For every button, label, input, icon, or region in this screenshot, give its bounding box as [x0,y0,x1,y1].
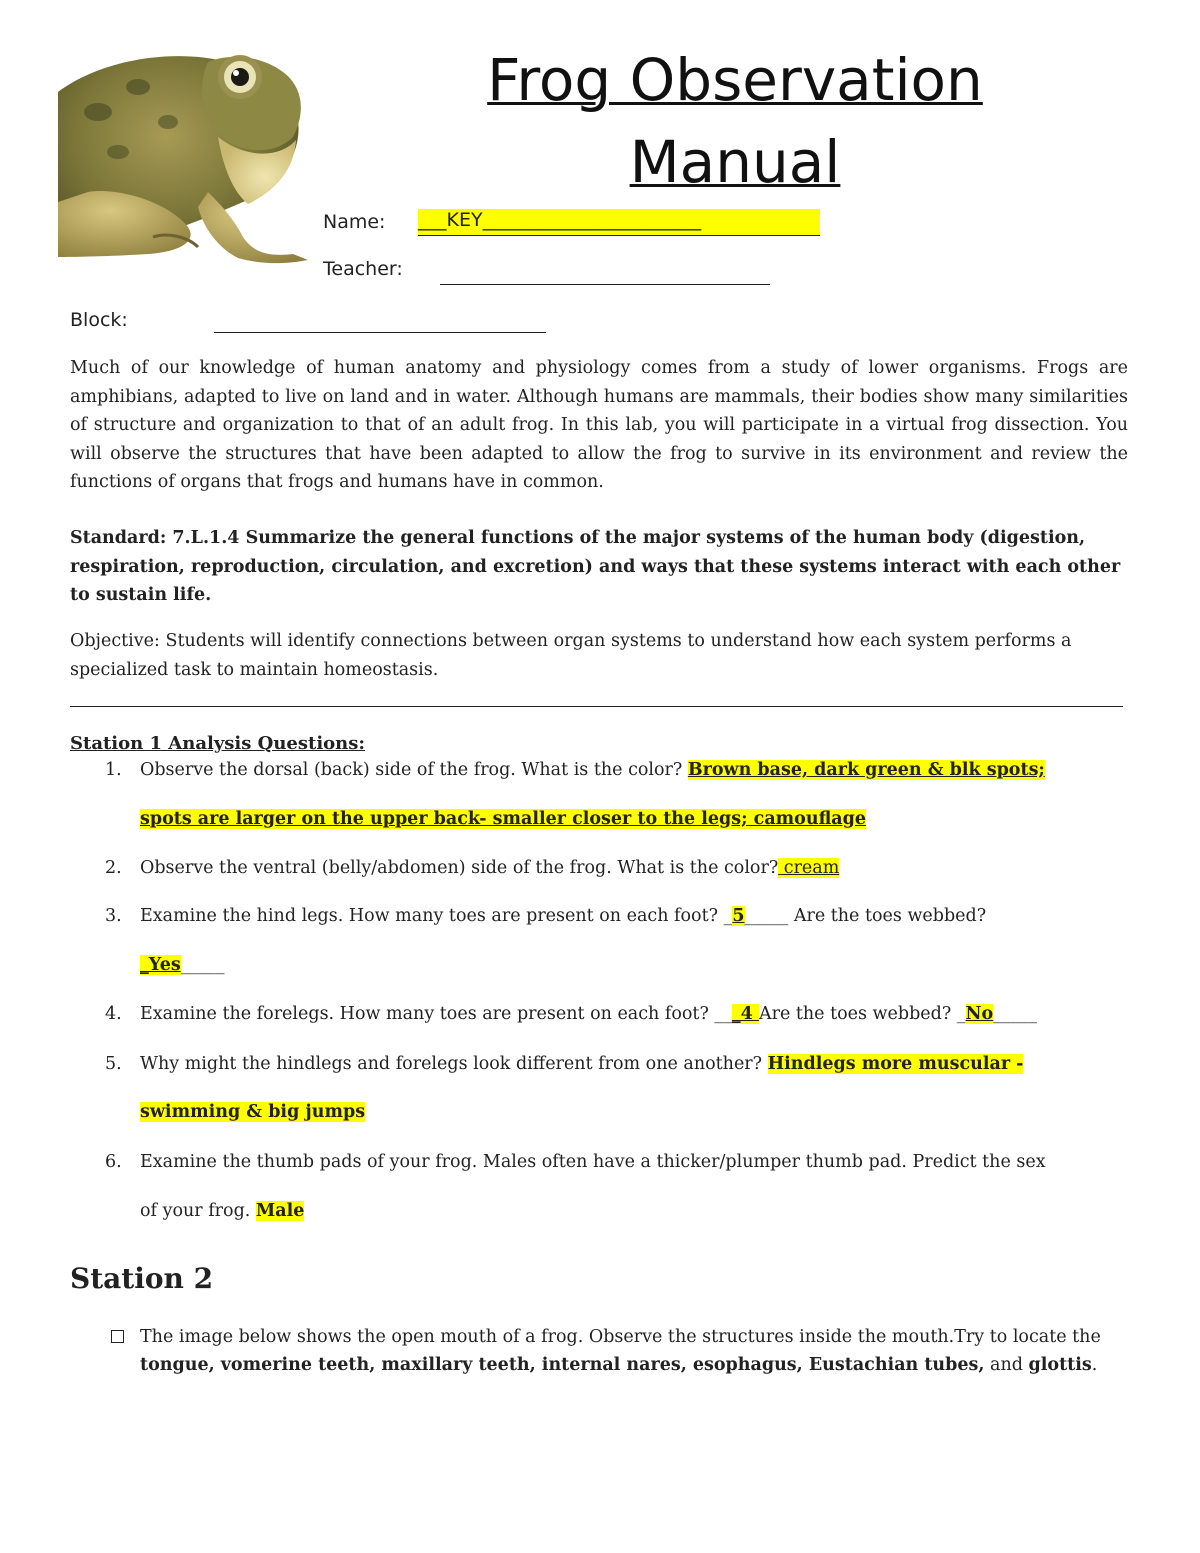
checkbox-icon[interactable] [111,1330,124,1343]
name-field[interactable]: ___KEY_______________________ [418,209,820,236]
question-number: 5. [105,1054,122,1074]
answer: _4 [731,1004,759,1024]
answer: Brown base, dark green & blk spots; [687,760,1045,780]
station1-heading: Station 1 Analysis Questions: [70,733,366,754]
question-number: 6. [105,1152,122,1172]
page-title-line2: Manual [629,128,841,196]
answer: swimming & big jumps [140,1102,366,1122]
structure-list: tongue, vomerine teeth, maxillary teeth, internal nares, esophagus, Eustachian tubes, [140,1355,985,1375]
question-text: Observe the dorsal (back) side of the frog. What is the color? Brown base, dark green & blk spots; [140,760,1045,780]
objective-paragraph: Objective: Students will identify connections between organ systems to understand how each system performs a specialized task to maintain homeostasis. [70,631,1072,680]
answer: Hindlegs more muscular - [767,1054,1024,1074]
standard-paragraph: Standard: 7.L.1.4 Summarize the general functions of the major systems of the human body (digestion, respiration, reproduction, circulation, and excretion) and ways that these systems interact with each other to sustain life. [70,528,1121,605]
answer: Male [255,1201,305,1221]
question-number: 4. [105,1004,122,1024]
question-text: Observe the ventral (belly/abdomen) side of the frog. What is the color? [140,858,779,878]
question-number: 3. [105,906,122,926]
intro-paragraph: Much of our knowledge of human anatomy and physiology comes from a study of lower organisms. Frogs are amphibians, adapted to live on land and in water. Although humans are mammals, their bodies show many similarities of structure and organization to that of an adult frog. In this lab, you will participate in a virtual frog dissection. You will observe the structures that have been adapted to allow the frog to survive in its environment and review the functions of organs that frogs and humans have in common. [70,358,1128,492]
answer: cream [778,858,840,878]
answer: 5 [732,906,745,926]
divider [70,706,1123,707]
answer: _Yes [140,955,181,975]
question-number: 2. [105,858,122,878]
answer: No [965,1004,994,1024]
answer: spots are larger on the upper back- smaller closer to the legs; camouflage [140,809,867,829]
name-label: Name: [323,211,386,233]
teacher-label: Teacher: [323,258,403,280]
block-field[interactable] [214,312,546,333]
station2-heading: Station 2 [70,1262,214,1295]
structure-glottis: glottis [1028,1355,1092,1375]
station2-instructions: The image below shows the open mouth of a frog. Observe the structures inside the mouth.Try to locate the tongue, vomerine teeth, maxillary teeth, internal nares, esophagus, Eustachian tubes, and glottis. [140,1327,1101,1375]
block-label: Block: [70,309,128,331]
question-number: 1. [105,760,122,780]
frog-image [58,42,318,267]
page-title-line1: Frog Observation [487,46,983,114]
teacher-field[interactable] [440,262,770,285]
